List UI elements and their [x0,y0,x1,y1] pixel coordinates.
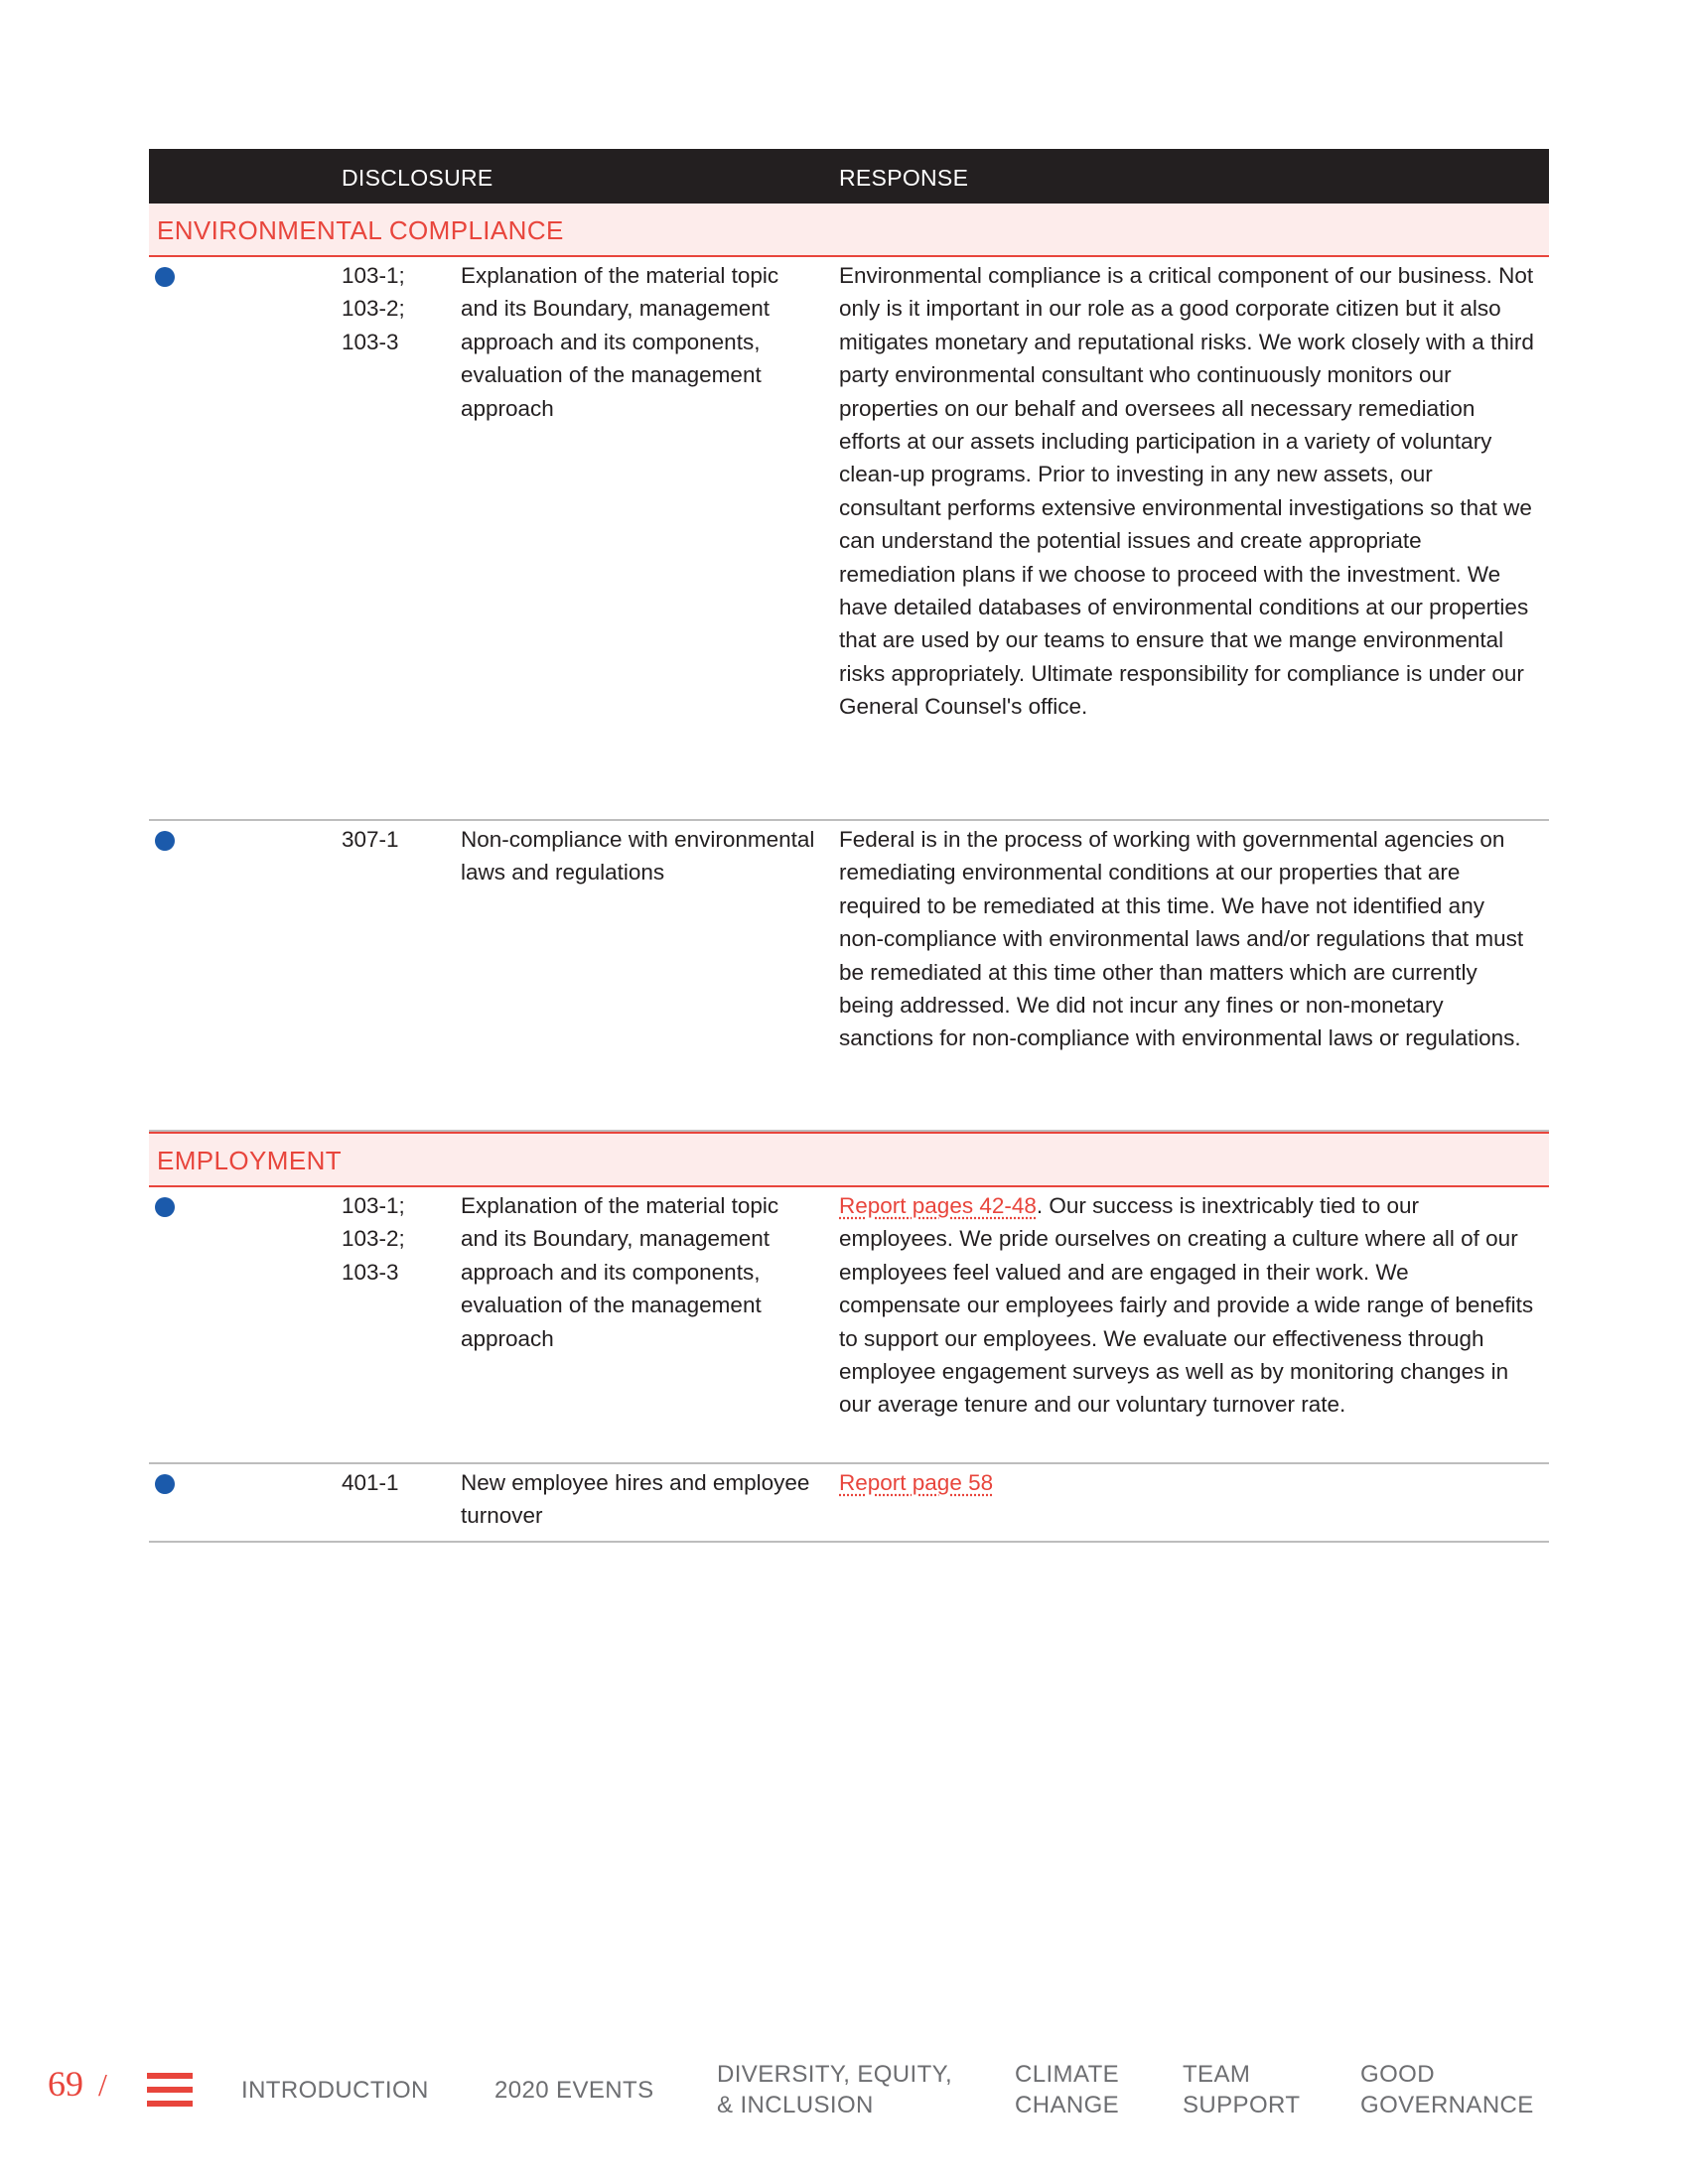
nav-label-line1: CLIMATE [1015,2061,1120,2088]
disclosure-code: 307-1 [342,827,399,852]
disclosure-description: Non-compliance with environmental laws and regulations [461,827,815,886]
nav-2020-events[interactable] [494,2075,653,2106]
response-text [839,1466,1534,1499]
table-header [149,149,1549,204]
header-disclosure: DISCLOSURE [342,165,493,191]
section-employment [149,1132,1549,1187]
nav-team-support[interactable] [1183,2059,1300,2120]
section-title: ENVIRONMENTAL COMPLIANCE [157,215,564,245]
table-row [149,1464,1549,1543]
nav-diversity-equity-inclusion[interactable] [717,2059,952,2120]
nav-introduction[interactable] [241,2075,429,2106]
nav-label-line2: GOVERNANCE [1360,2092,1534,2118]
report-link[interactable]: Report page 58 [839,1470,994,1495]
disclosure-code: 103-1; 103-2; 103-3 [342,263,405,354]
response-body: . Our success is inextricably tied to our employees. We pride ourselves on creating a culture where all of our employees feel valued and are engaged in their work. We compensate our employees fairly and provide a wide range of benefits to support our employees. We evaluate our effectiveness through employee engagement surveys as well as by monitoring changes in our average tenure and our voluntary turnover rate. [839,1193,1534,1418]
page-separator: / [98,2067,107,2103]
nav-label-line2: CHANGE [1015,2092,1120,2118]
nav-label-line2: & INCLUSION [717,2092,874,2118]
table-row [149,1187,1549,1464]
disclosure-description: New employee hires and employee turnover [461,1470,810,1529]
nav-label-line1: TEAM [1183,2061,1251,2088]
nav-label: INTRODUCTION [241,2077,429,2104]
disclosure-code: 401-1 [342,1470,399,1495]
response-body: Federal is in the process of working with governmental agencies on remediating environmental conditions at our properties that are required to be remediated at this time. We have not identified any non-compliance with environmental laws and/or regulations that must be remediated at this time other than matters which are currently being addressed. We did not incur any fines or non-monetary sanctions for non-compliance with environmental laws or regulations. [839,827,1524,1051]
bullet-icon [155,1197,175,1217]
table-row [149,257,1549,821]
nav-label-line1: GOOD [1360,2061,1435,2088]
section-title: EMPLOYMENT [157,1146,343,1175]
response-text [839,1189,1534,1422]
nav-climate-change[interactable] [1015,2059,1119,2120]
response-body: Environmental compliance is a critical component of our business. Not only is it important in our role as a good corporate citizen but it also mitigates monetary and reputational risks. We work closely with a third party environmental consultant who continuously monitors our properties on our behalf and oversees all necessary remediation efforts at our assets including participation in a variety of voluntary clean-up programs. Prior to investing in any new assets, our consultant performs extensive environmental investigations so that we can understand the potential issues and create appropriate remediation plans if we choose to proceed with the investment. We have detailed databases of environmental conditions at our properties that are used by our teams to ensure that we mange environmental risks appropriately. Ultimate responsibility for compliance is under our General Counsel's office. [839,263,1534,720]
gri-disclosure-table [149,149,1549,1543]
footer-nav [0,2045,1688,2134]
disclosure-description: Explanation of the material topic and its Boundary, management approach and its components, evaluation of the management approach [461,263,779,421]
disclosure-code: 103-1; 103-2; 103-3 [342,1193,405,1285]
hamburger-menu-icon[interactable] [147,2073,193,2107]
disclosure-description: Explanation of the material topic and its Boundary, management approach and its components, evaluation of the management approach [461,1193,779,1351]
bullet-icon [155,1474,175,1494]
page-number [48,2063,107,2105]
header-response: RESPONSE [839,165,969,191]
section-environmental-compliance [149,204,1549,257]
nav-label-line2: SUPPORT [1183,2092,1301,2118]
page-number-value: 69 [48,2064,83,2104]
response-text [839,259,1534,724]
nav-good-governance[interactable] [1360,2059,1534,2120]
bullet-icon [155,267,175,287]
nav-label-line1: DIVERSITY, EQUITY, [717,2061,953,2088]
nav-label: 2020 EVENTS [494,2077,654,2104]
response-text [839,823,1534,1055]
table-row [149,821,1549,1132]
bullet-icon [155,831,175,851]
report-link[interactable]: Report pages 42-48 [839,1193,1037,1218]
